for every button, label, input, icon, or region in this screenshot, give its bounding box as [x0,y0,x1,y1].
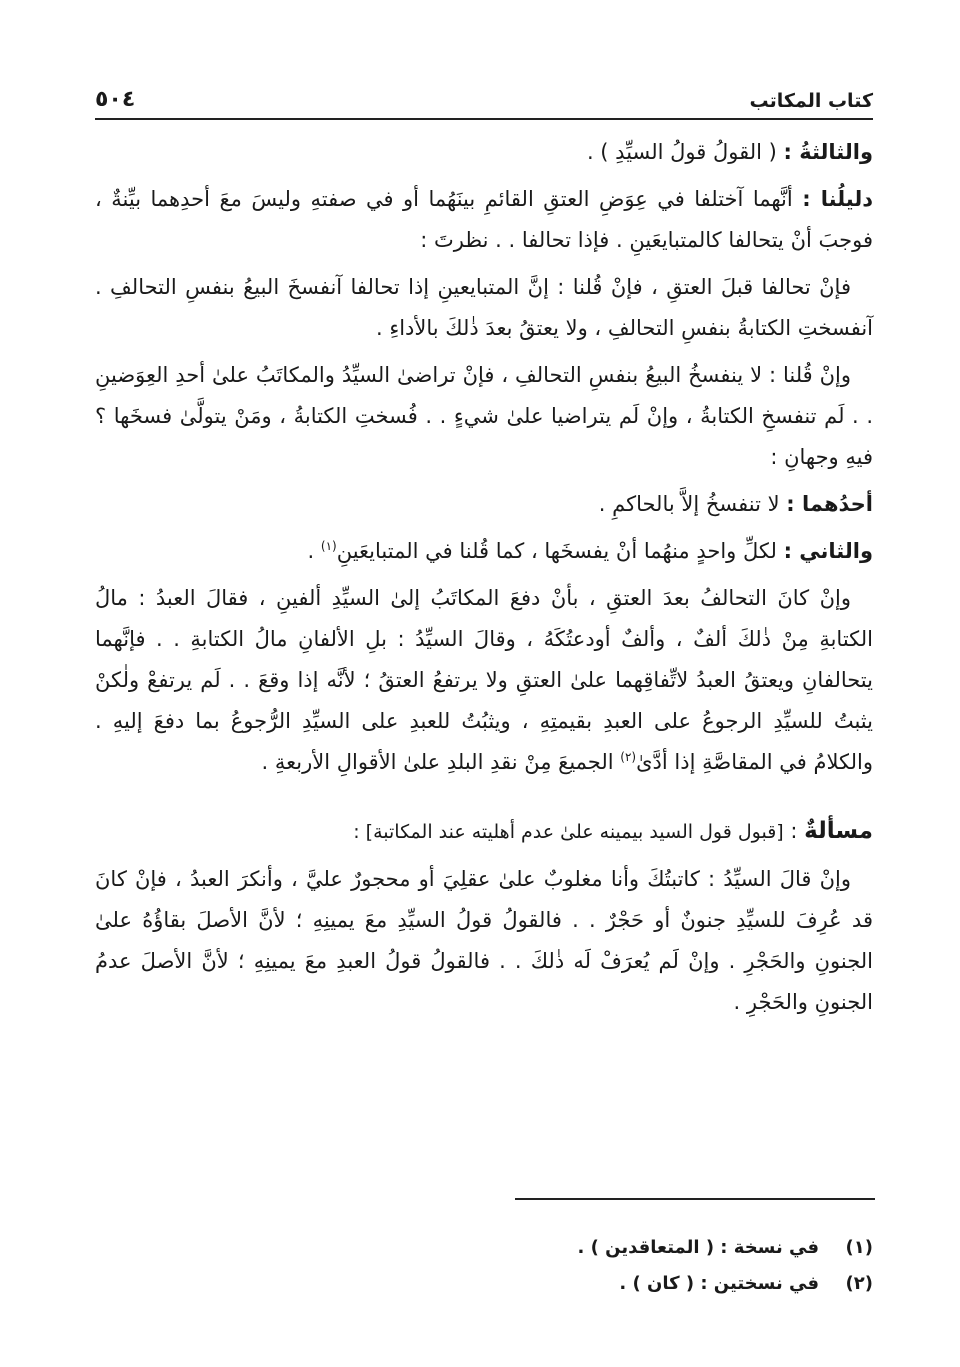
paragraph-third-view [95,132,873,173]
footnote-ref-1[interactable]: (١) [320,539,337,553]
main-text [95,132,873,1029]
paragraph-after-emancipation [95,578,873,783]
paragraph-text: لا تنفسخُ إلاَّ بالحاكمِ . [598,492,787,516]
paragraph-text: وإنْ قُلنا : لا ينفسخُ البيعُ بنفسِ التحالفِ ، فإنْ تراضىٰ السيِّدُ والمكاتَبُ علىٰ أحدِ العِوَضينِ . . لَم تنفسخِ الكتابةُ ، وإنْ لَم يتراضيا علىٰ شيءٍ . . فُسختِ الكتابةُ ، ومَنْ يتولَّىٰ فسخَها ؟ فيهِ وجهانِ : [95,363,873,469]
footnote-number: (١) [845,1237,873,1258]
paragraph-evidence [95,179,873,261]
paragraph-text: وإنْ كانَ التحالفُ بعدَ العتقِ ، بأنْ دفعَ المكاتَبُ إلىٰ السيِّدِ ألفينِ ، فقالَ العبدُ : مالُ الكتابةِ مِنْ ذٰلكَ ألفٌ ، وألفٌ أودعتُكَهُ ، وقالَ السيِّدُ : بلِ الألفانِ مالُ الكتابةِ . . فإنَّهما يتحالفانِ ويعتقُ العبدُ لاتِّفاقِهما علىٰ العتقِ ولا يرتفعُ العتقُ ؛ لأنَّه إذا وقعَ . . لَم يرتفعْ ولٰكنْ يثبتُ للسيِّدِ الرجوعُ على العبدِ بقيمتِهِ ، ويثبُتُ للعبدِ على السيِّدِ الرُّجوعُ بما دفعَ إليهِ . والكلامُ في المقاصَّةِ إذا أدَّىٰ [95,586,873,774]
paragraph-text: فإنْ تحالفا قبلَ العتقِ ، فإنْ قُلنا : إنَّ المتبايعينِ إذا تحالفا آنفسخَ البيعُ بنفسِ التحالفِ . آنفسختِ الكتابةُ بنفسِ التحالفِ ، ولا يعتقُ بعدَ ذٰلكَ بالأداءِ . [95,275,873,340]
paragraph-no-dissolution [95,355,873,478]
paragraph-lead: والثاني : [783,539,873,563]
paragraph-lead: والثالثةُ : [783,140,873,164]
footnote-number: (٢) [845,1273,873,1294]
paragraph-before-emancipation [95,267,873,349]
footnote-divider [515,1198,875,1200]
paragraph-tail: . [307,539,321,563]
footnote-1 [95,1230,873,1266]
footnote-text: في نسخة : ( المتعاقدين ) . [577,1237,819,1258]
issue-colon: : [783,819,805,843]
paragraph-lead: دليلُنا : [802,187,873,211]
paragraph-lead: أحدُهما : [786,492,873,516]
issue-label: مسألةٌ [804,818,873,844]
running-title: كتاب المكاتب [749,90,873,112]
footnote-ref-2[interactable]: (٢) [620,750,637,764]
paragraph-text: وإنْ قالَ السيِّدُ : كاتبتُكَ وأنا مغلوبٌ علىٰ عقلِيَ أو محجورٌ عليَّ ، وأنكرَ العبدُ ، فإنْ كانَ قد عُرِفَ للسيِّدِ جنونٌ أو حَجْرٌ . . فالقولُ قولُ السيِّدِ معَ يمينِهِ ؛ لأنَّ الأصلَ بقاؤُهُ علىٰ الجنونِ والحَجْرِ . وإنْ لَم يُعرَفْ لَه ذٰلكَ . . فالقولُ قولُ العبدِ معَ يمينِهِ ؛ لأنَّ الأصلَ عدمُ الجنونِ والحَجْرِ . [95,867,873,1014]
page-number: ٥٠٤ [95,87,136,112]
page-header [95,80,873,120]
paragraph-text: ( القولُ قولُ السيِّدِ ) . [586,140,784,164]
paragraph-first-view [95,484,873,525]
issue-heading [95,811,873,853]
footnote-2 [95,1266,873,1302]
footnotes [95,1230,873,1302]
paragraph-insanity-claim [95,859,873,1023]
issue-title: [قبول قول السيد بيمينه علىٰ عدم أهليته عند المكاتبة] : [353,821,784,843]
paragraph-tail: الجميعَ مِنْ نقدِ البلدِ علىٰ الأقوالِ الأربعةِ . [261,750,621,774]
paragraph-text: لكلِّ واحدٍ منهُما أنْ يفسخَها ، كما قُلنا في المتبايعَينِ [336,539,784,563]
footnote-text: في نسختين : ( كان ) . [619,1273,819,1294]
paragraph-second-view [95,531,873,572]
paragraph-text: أنَّهما آختلفا في عِوَضِ العتقِ القائمِ بينَهُما أو في صفتهِ وليسَ معَ أحدِهما بيِّنةٌ ، فوجبَ أنْ يتحالفا كالمتبايعَينِ . فإذا تحالفا . . نظرتَ : [95,187,873,252]
